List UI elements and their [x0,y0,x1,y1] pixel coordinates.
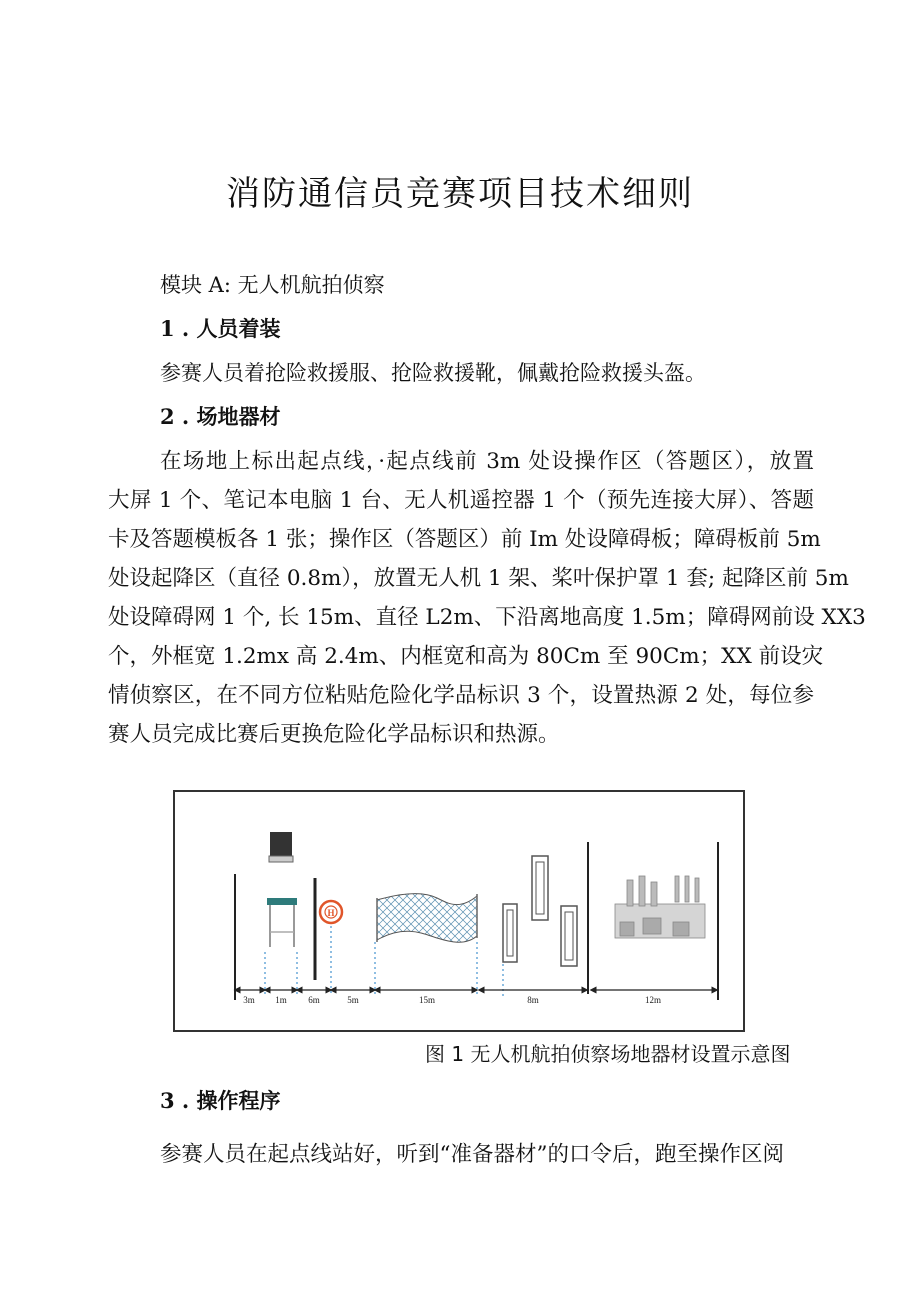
paragraph-line: 处设障碍网 1 个, 长 15m、直径 L2m、下沿离地高度 1.5m；障碍网前设 XX3 [108,605,866,630]
obstacle-net-icon [377,894,477,943]
site-layout-figure [173,790,745,1032]
recon-area-icon [615,876,705,938]
helipad-icon [320,901,342,923]
distance-label: 3m [243,995,255,1005]
paragraph-line: 卡及答题模板各 1 张；操作区（答题区）前 Im 处设障碍板；障碍板前 5m [108,527,821,552]
section-3-text: 参赛人员在起点线站好，听到“准备器材”的口令后，跑至操作区阅 [160,1142,784,1167]
paragraph-line: 处设起降区（直径 0.8m），放置无人机 1 架、桨叶保护罩 1 套; 起降区前 5m [108,566,849,591]
paragraph-line: 情侦察区，在不同方位粘贴危险化学品标识 3 个，设置热源 2 处，每位参 [108,683,814,708]
helipad-mark: H [327,908,335,918]
section-2-paragraph [108,442,866,754]
distance-label: 1m [275,995,287,1005]
paragraph-line: 赛人员完成比赛后更换危险化学品标识和热源。 [108,722,560,747]
section-1-text: 参赛人员着抢险救援服、抢险救援靴，佩戴抢险救援头盔。 [160,361,706,385]
screen-icon [269,832,293,862]
paragraph-line: 个，外框宽 1.2mx 高 2.4m、内框宽和高为 80Cm 至 90Cm；XX 前设灾 [108,644,824,669]
module-heading: 模块 A: 无人机航拍侦察 [160,273,385,297]
distance-label: 6m [308,995,320,1005]
distance-label: 5m [347,995,359,1005]
section-1-heading: 1 . 人员着装 [160,316,281,341]
page-title: 消防通信员竞赛项目技术细则 [226,174,694,214]
obstacle-frames-icon [503,856,577,966]
paragraph-line: 在场地上标出起点线，·起点线前 3m 处设操作区（答题区），放置 [160,449,814,474]
distance-label: 15m [418,995,436,1005]
paragraph-line: 大屏 1 个、笔记本电脑 1 台、无人机遥控器 1 个（预先连接大屏）、答题 [108,488,814,513]
figure-caption: 图 1 无人机航拍侦察场地器材设置示意图 [425,1042,791,1066]
section-3-heading: 3 . 操作程序 [160,1088,281,1113]
site-layout-diagram [175,792,743,1030]
section-2-heading: 2 . 场地器材 [160,404,281,429]
distance-label: 12m [644,995,662,1005]
distance-label: 8m [527,995,539,1005]
operation-table-icon [267,898,297,947]
